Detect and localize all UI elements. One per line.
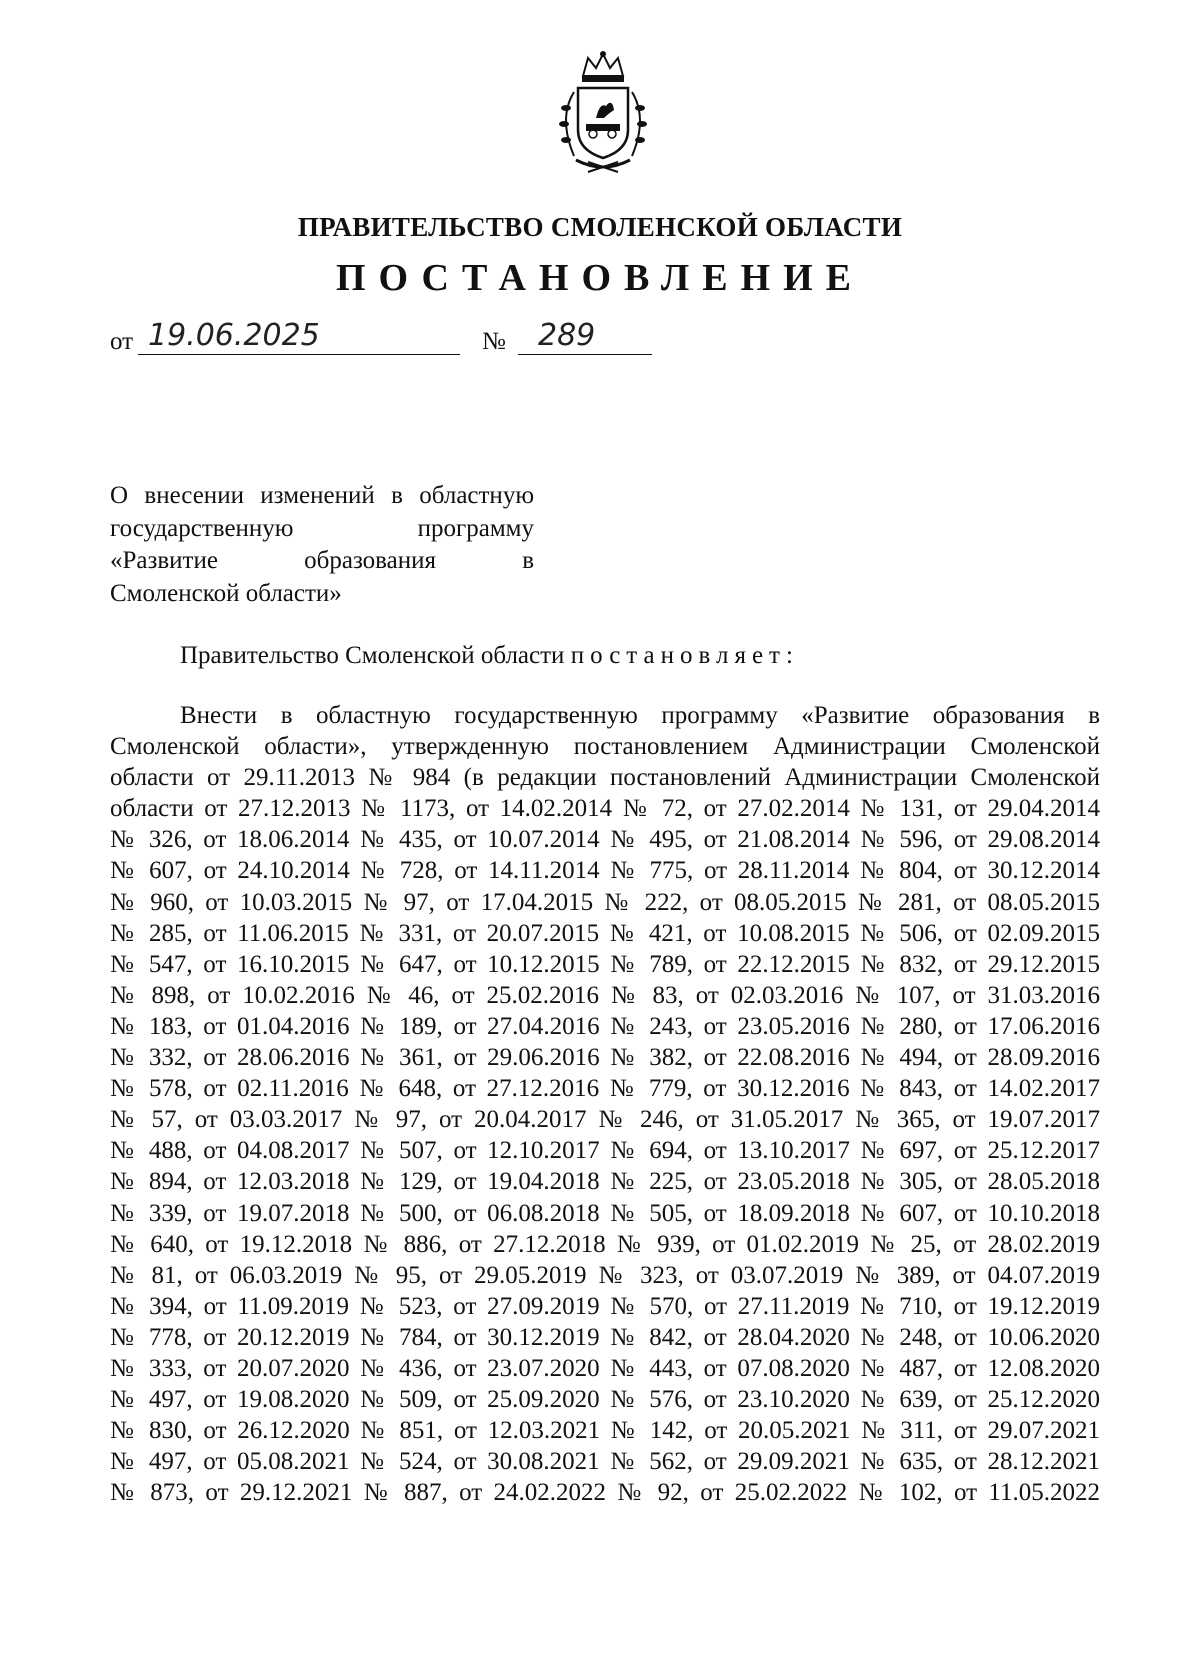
- body-line: № 57, от 03.03.2017 № 97, от 20.04.2017 № 246, от 31.05.2017 № 365, от 19.07.2017: [110, 1106, 1100, 1134]
- subject-line: Смоленской области»: [110, 579, 342, 607]
- body-line: № 778, от 20.12.2019 № 784, от 30.12.2019 № 842, от 28.04.2020 № 248, от 10.06.2020: [110, 1323, 1100, 1351]
- body-line: № 607, от 24.10.2014 № 728, от 14.11.2014 № 775, от 28.11.2014 № 804, от 30.12.2014: [110, 857, 1100, 885]
- body-line: № 488, от 04.08.2017 № 507, от 12.10.2017 № 694, от 13.10.2017 № 697, от 25.12.2017: [110, 1137, 1100, 1165]
- body-line: № 183, от 01.04.2016 № 189, от 27.04.2016 № 243, от 23.05.2016 № 280, от 17.06.2016: [110, 1012, 1100, 1040]
- body-line: № 497, от 05.08.2021 № 524, от 30.08.2021 № 562, от 29.09.2021 № 635, от 28.12.2021: [110, 1448, 1100, 1476]
- preamble: [180, 640, 799, 672]
- preamble-verb: постановляет:: [570, 642, 799, 669]
- document-subject: [110, 480, 534, 610]
- body-line: № 333, от 20.07.2020 № 436, от 23.07.2020 № 443, от 07.08.2020 № 487, от 12.08.2020: [110, 1354, 1100, 1382]
- body-line: Внести в областную государственную программу «Развитие образования в: [180, 702, 1100, 729]
- handwritten-number: 289: [518, 318, 652, 355]
- handwritten-date: 19.06.2025: [138, 318, 460, 355]
- body-line: № 578, от 02.11.2016 № 648, от 27.12.2016 № 779, от 30.12.2016 № 843, от 14.02.2017: [110, 1075, 1100, 1103]
- subject-line: О внесении изменений в областную: [110, 482, 534, 509]
- body-line: области от 27.12.2013 № 1173, от 14.02.2014 № 72, от 27.02.2014 № 131, от 29.04.2014: [110, 795, 1100, 823]
- body-line: № 394, от 11.09.2019 № 523, от 27.09.2019 № 570, от 27.11.2019 № 710, от 19.12.2019: [110, 1292, 1100, 1320]
- subject-line: «Развитие образования в: [110, 547, 534, 574]
- body-line: № 285, от 11.06.2015 № 331, от 20.07.2015 № 421, от 10.08.2015 № 506, от 02.09.2015: [110, 919, 1100, 947]
- body-line: № 960, от 10.03.2015 № 97, от 17.04.2015 № 222, от 08.05.2015 № 281, от 08.05.2015: [110, 888, 1100, 916]
- body-line: № 640, от 19.12.2018 № 886, от 27.12.2018 № 939, от 01.02.2019 № 25, от 28.02.2019: [110, 1230, 1100, 1258]
- body-line: Смоленской области», утвержденную постановлением Администрации Смоленской: [110, 733, 1100, 761]
- coat-of-arms-icon: [548, 48, 658, 178]
- body-line: № 894, от 12.03.2018 № 129, от 19.04.2018 № 225, от 23.05.2018 № 305, от 28.05.2018: [110, 1168, 1100, 1196]
- body-line: № 830, от 26.12.2020 № 851, от 12.03.2021 № 142, от 20.05.2021 № 311, от 29.07.2021: [110, 1417, 1100, 1445]
- date-label: от: [110, 328, 134, 355]
- body-paragraph: [110, 700, 1100, 1508]
- body-line: № 339, от 19.07.2018 № 500, от 06.08.2018 № 505, от 18.09.2018 № 607, от 10.10.2018: [110, 1199, 1100, 1227]
- preamble-text: Правительство Смоленской области: [180, 642, 565, 669]
- body-line: № 326, от 18.06.2014 № 435, от 10.07.2014 № 495, от 21.08.2014 № 596, от 29.08.2014: [110, 826, 1100, 854]
- body-line: № 898, от 10.02.2016 № 46, от 25.02.2016 № 83, от 02.03.2016 № 107, от 31.03.2016: [110, 981, 1100, 1009]
- government-name: ПРАВИТЕЛЬСТВО СМОЛЕНСКОЙ ОБЛАСТИ: [297, 212, 903, 242]
- body-line: № 497, от 19.08.2020 № 509, от 25.09.2020 № 576, от 23.10.2020 № 639, от 25.12.2020: [110, 1386, 1100, 1414]
- body-line: № 547, от 16.10.2015 № 647, от 10.12.2015 № 789, от 22.12.2015 № 832, от 29.12.2015: [110, 950, 1100, 978]
- body-line: области от 29.11.2013 № 984 (в редакции постановлений Администрации Смоленской: [110, 764, 1100, 792]
- body-line: № 873, от 29.12.2021 № 887, от 24.02.2022 № 92, от 25.02.2022 № 102, от 11.05.2022: [110, 1479, 1100, 1507]
- body-line: № 332, от 28.06.2016 № 361, от 29.06.2016 № 382, от 22.08.2016 № 494, от 28.09.2016: [110, 1044, 1100, 1072]
- number-label: №: [482, 328, 506, 355]
- document-type-title: ПОСТАНОВЛЕНИЕ: [335, 257, 865, 299]
- body-line: № 81, от 06.03.2019 № 95, от 29.05.2019 № 323, от 03.07.2019 № 389, от 04.07.2019: [110, 1261, 1100, 1289]
- subject-line: государственную программу: [110, 514, 534, 542]
